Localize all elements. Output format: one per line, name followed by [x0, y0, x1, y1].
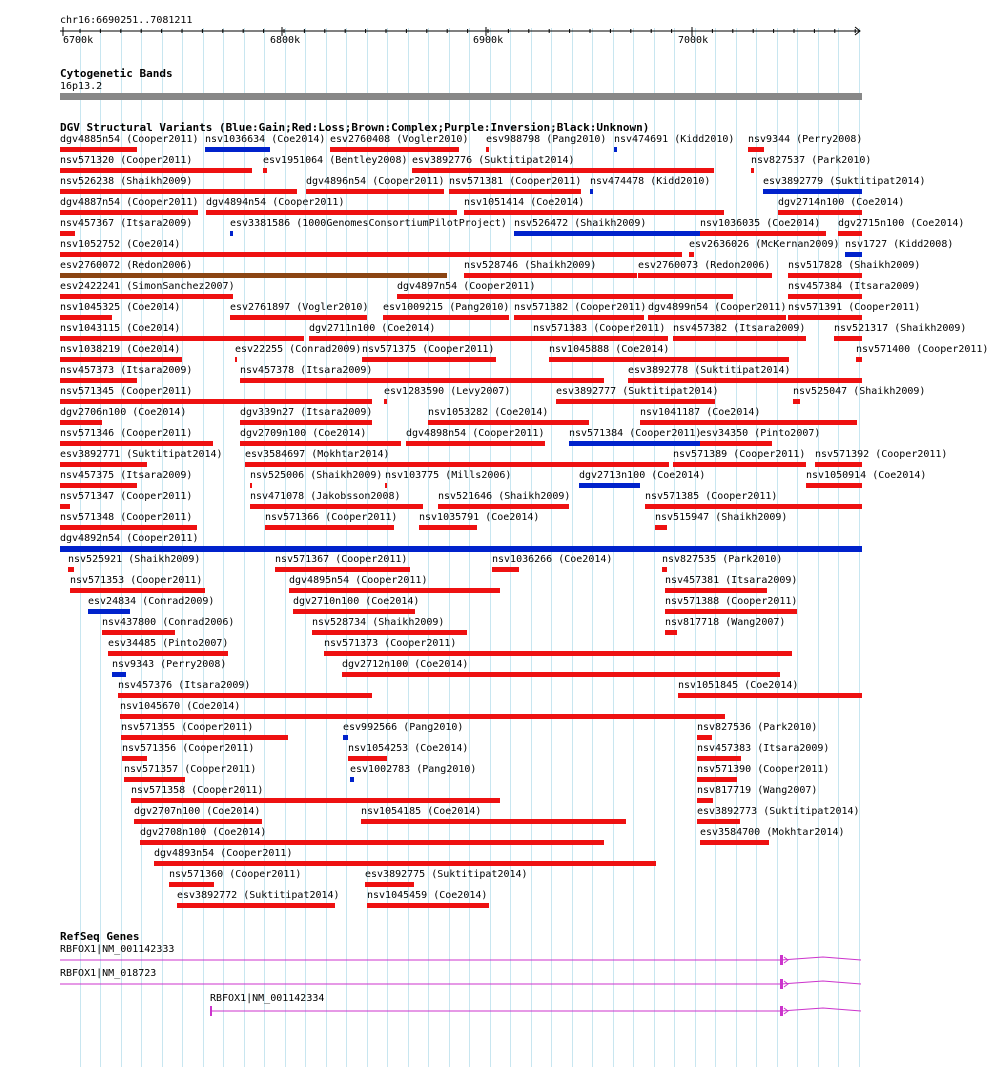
variant-label: nsv1052752 (Coe2014) — [60, 239, 181, 250]
variant-label: esv2422241 (SimonSanchez2007) — [60, 281, 235, 292]
variant-label: nsv571383 (Cooper2011) — [533, 323, 666, 334]
variant-label: esv2760408 (Vogler2010) — [330, 134, 469, 145]
variant-bar[interactable] — [665, 609, 797, 614]
variant-label: nsv1045888 (Coe2014) — [549, 344, 670, 355]
location-label: chr16:6690251..7081211 — [60, 15, 193, 26]
variant-bar[interactable] — [263, 168, 267, 173]
gene-model[interactable] — [58, 975, 864, 991]
variant-bar[interactable] — [206, 210, 457, 215]
variant-label: dgv2709n100 (Coe2014) — [240, 428, 367, 439]
variant-bar[interactable] — [406, 441, 545, 446]
variant-label: nsv1050914 (Coe2014) — [806, 470, 927, 481]
variant-bar[interactable] — [815, 462, 862, 467]
variant-label: esv2761897 (Vogler2010) — [230, 302, 369, 313]
variant-bar[interactable] — [751, 168, 754, 173]
variant-label: nsv525006 (Shaikh2009) — [250, 470, 383, 481]
variant-label: dgv2712n100 (Coe2014) — [342, 659, 469, 670]
variant-label: esv3584700 (Mokhtar2014) — [700, 827, 845, 838]
variant-label: esv24834 (Conrad2009) — [88, 596, 215, 607]
variant-bar[interactable] — [449, 189, 581, 194]
variant-label: esv3892771 (Suktitipat2014) — [60, 449, 223, 460]
dgv-track-title: DGV Structural Variants (Blue:Gain;Red:Loss;Brown:Complex;Purple:Inversion;Black:Unknown) — [60, 121, 650, 134]
variant-label: nsv1045325 (Coe2014) — [60, 302, 181, 313]
variant-label: esv3892772 (Suktitipat2014) — [177, 890, 340, 901]
variant-bar[interactable] — [492, 567, 519, 572]
variant-label: nsv525921 (Shaikh2009) — [68, 554, 201, 565]
variant-bar[interactable] — [60, 462, 147, 467]
gene-label: RBFOX1|NM_001142333 — [60, 944, 175, 955]
variant-label: esv3892778 (Suktitipat2014) — [628, 365, 791, 376]
variant-label: nsv528746 (Shaikh2009) — [464, 260, 597, 271]
variant-label: esv3584697 (Mokhtar2014) — [245, 449, 390, 460]
variant-bar[interactable] — [648, 315, 786, 320]
variant-label: nsv1054185 (Coe2014) — [361, 806, 482, 817]
variant-label: nsv474478 (Kidd2010) — [590, 176, 711, 187]
variant-bar[interactable] — [60, 231, 75, 236]
ruler-tick-label: 6800k — [270, 35, 301, 46]
variant-bar[interactable] — [614, 147, 617, 152]
variant-bar[interactable] — [324, 651, 792, 656]
variant-bar[interactable] — [367, 903, 489, 908]
variant-bar[interactable] — [778, 210, 862, 215]
variant-bar[interactable] — [689, 252, 694, 257]
variant-label: dgv4899n54 (Cooper2011) — [648, 302, 787, 313]
variant-label: nsv9344 (Perry2008) — [748, 134, 863, 145]
variant-label: dgv4885n54 (Cooper2011) — [60, 134, 199, 145]
variant-label: esv34485 (Pinto2007) — [108, 638, 229, 649]
variant-label: nsv517828 (Shaikh2009) — [788, 260, 921, 271]
variant-label: nsv571390 (Cooper2011) — [697, 764, 830, 775]
variant-bar[interactable] — [131, 798, 500, 803]
variant-label: dgv2708n100 (Coe2014) — [140, 827, 267, 838]
variant-bar[interactable] — [700, 231, 826, 236]
variant-label: dgv4893n54 (Cooper2011) — [154, 848, 293, 859]
variant-label: nsv571346 (Cooper2011) — [60, 428, 193, 439]
variant-bar[interactable] — [793, 399, 800, 404]
variant-label: nsv817719 (Wang2007) — [697, 785, 818, 796]
variant-label: esv2636026 (McKernan2009) — [689, 239, 840, 250]
variant-bar[interactable] — [628, 378, 862, 383]
variant-bar[interactable] — [250, 504, 423, 509]
variant-label: nsv571367 (Cooper2011) — [275, 554, 408, 565]
variant-label: nsv521646 (Shaikh2009) — [438, 491, 571, 502]
variant-label: nsv571373 (Cooper2011) — [324, 638, 457, 649]
variant-bar[interactable] — [533, 336, 668, 341]
variant-label: nsv827537 (Park2010) — [751, 155, 872, 166]
variant-bar[interactable] — [108, 651, 228, 656]
gene-model[interactable] — [208, 1002, 864, 1018]
variant-label: nsv571357 (Cooper2011) — [124, 764, 257, 775]
variant-label: nsv103775 (Mills2006) — [385, 470, 512, 481]
variant-label: esv3892776 (Suktitipat2014) — [412, 155, 575, 166]
variant-label: esv34350 (Pinto2007) — [700, 428, 821, 439]
variant-bar[interactable] — [240, 420, 372, 425]
variant-bar[interactable] — [590, 189, 593, 194]
variant-bar[interactable] — [464, 273, 637, 278]
variant-bar[interactable] — [640, 420, 857, 425]
variant-bar[interactable] — [60, 483, 137, 488]
variant-bar[interactable] — [697, 798, 713, 803]
variant-label: esv3892779 (Suktitipat2014) — [763, 176, 926, 187]
variant-bar[interactable] — [235, 357, 237, 362]
variant-label: nsv1041187 (Coe2014) — [640, 407, 761, 418]
variant-bar[interactable] — [265, 525, 394, 530]
cytoband-band[interactable] — [60, 93, 862, 100]
variant-bar[interactable] — [788, 315, 862, 320]
variant-label: nsv1045670 (Coe2014) — [120, 701, 241, 712]
variant-label: nsv571384 (Cooper2011) — [569, 428, 702, 439]
variant-label: nsv571388 (Cooper2011) — [665, 596, 798, 607]
variant-label: nsv571385 (Cooper2011) — [645, 491, 778, 502]
variant-label: dgv2713n100 (Coe2014) — [579, 470, 706, 481]
variant-label: nsv1051845 (Coe2014) — [678, 680, 799, 691]
variant-label: nsv1038219 (Coe2014) — [60, 344, 181, 355]
variant-label: nsv571347 (Cooper2011) — [60, 491, 193, 502]
variant-label: nsv571382 (Cooper2011) — [514, 302, 647, 313]
variant-bar[interactable] — [121, 735, 288, 740]
variant-label: nsv571389 (Cooper2011) — [673, 449, 806, 460]
variant-label: esv1951064 (Bentley2008) — [263, 155, 408, 166]
variant-bar[interactable] — [748, 147, 764, 152]
variant-label: esv3892777 (Suktitipat2014) — [556, 386, 719, 397]
variant-label: nsv1727 (Kidd2008) — [845, 239, 954, 250]
gene-label: RBFOX1|NM_001142334 — [210, 993, 325, 1004]
variant-bar[interactable] — [289, 588, 500, 593]
variant-bar[interactable] — [140, 840, 604, 845]
variant-bar[interactable] — [240, 378, 604, 383]
variant-bar[interactable] — [122, 756, 147, 761]
variant-bar[interactable] — [697, 756, 741, 761]
variant-bar[interactable] — [362, 357, 496, 362]
variant-bar[interactable] — [348, 756, 387, 761]
variant-bar[interactable] — [306, 189, 444, 194]
variant-bar[interactable] — [579, 483, 640, 488]
variant-bar[interactable] — [60, 357, 182, 362]
variant-bar[interactable] — [645, 504, 862, 509]
ruler-tick-label: 7000k — [678, 35, 709, 46]
variant-bar[interactable] — [665, 588, 767, 593]
variant-label: dgv2715n100 (Coe2014) — [838, 218, 965, 229]
variant-bar[interactable] — [697, 735, 712, 740]
variant-bar[interactable] — [68, 567, 74, 572]
variant-bar[interactable] — [70, 588, 205, 593]
variant-label: nsv571348 (Cooper2011) — [60, 512, 193, 523]
variant-label: dgv4894n54 (Cooper2011) — [206, 197, 345, 208]
variant-label: dgv2711n100 (Coe2014) — [309, 323, 436, 334]
variant-bar[interactable] — [343, 735, 348, 740]
variant-label: nsv1045459 (Coe2014) — [367, 890, 488, 901]
variant-label: nsv526472 (Shaikh2009) — [514, 218, 647, 229]
variant-label: nsv571353 (Cooper2011) — [70, 575, 203, 586]
variant-label: nsv457376 (Itsara2009) — [118, 680, 251, 691]
variant-label: nsv571392 (Cooper2011) — [815, 449, 948, 460]
variant-label: nsv1036634 (Coe2014) — [205, 134, 326, 145]
variant-label: nsv571360 (Cooper2011) — [169, 869, 302, 880]
variant-bar[interactable] — [486, 147, 489, 152]
variant-bar[interactable] — [169, 882, 214, 887]
variant-label: nsv571381 (Cooper2011) — [449, 176, 582, 187]
variant-label: dgv4898n54 (Cooper2011) — [406, 428, 545, 439]
variant-label: esv1283590 (Levy2007) — [384, 386, 511, 397]
variant-label: esv3892775 (Suktitipat2014) — [365, 869, 528, 880]
variant-label: nsv457375 (Itsara2009) — [60, 470, 193, 481]
variant-bar[interactable] — [60, 504, 70, 509]
variant-bar[interactable] — [845, 252, 862, 257]
variant-bar[interactable] — [60, 273, 447, 278]
variant-label: nsv571358 (Cooper2011) — [131, 785, 264, 796]
variant-bar[interactable] — [361, 819, 626, 824]
variant-bar[interactable] — [365, 882, 414, 887]
variant-label: esv1009215 (Pang2010) — [383, 302, 510, 313]
variant-bar[interactable] — [60, 525, 197, 530]
variant-bar[interactable] — [124, 777, 185, 782]
cytoband-track-title: Cytogenetic Bands — [60, 67, 173, 80]
variant-bar[interactable] — [60, 147, 137, 152]
variant-label: esv2760073 (Redon2006) — [638, 260, 771, 271]
variant-bar[interactable] — [514, 315, 644, 320]
variant-label: nsv521317 (Shaikh2009) — [834, 323, 967, 334]
variant-label: dgv4887n54 (Cooper2011) — [60, 197, 199, 208]
variant-bar[interactable] — [412, 168, 714, 173]
variant-label: nsv474691 (Kidd2010) — [614, 134, 735, 145]
variant-bar[interactable] — [788, 294, 862, 299]
variant-label: nsv515947 (Shaikh2009) — [655, 512, 788, 523]
variant-bar[interactable] — [397, 294, 733, 299]
variant-label: nsv457373 (Itsara2009) — [60, 365, 193, 376]
variant-label: nsv827535 (Park2010) — [662, 554, 783, 565]
variant-bar[interactable] — [350, 777, 354, 782]
variant-label: nsv1036266 (Coe2014) — [492, 554, 613, 565]
variant-bar[interactable] — [673, 462, 806, 467]
variant-label: dgv4892n54 (Cooper2011) — [60, 533, 199, 544]
variant-bar[interactable] — [112, 672, 126, 677]
variant-bar[interactable] — [60, 189, 297, 194]
variant-label: esv3892773 (Suktitipat2014) — [697, 806, 860, 817]
variant-bar[interactable] — [60, 399, 372, 404]
variant-label: nsv457382 (Itsara2009) — [673, 323, 806, 334]
variant-label: nsv528734 (Shaikh2009) — [312, 617, 445, 628]
variant-label: esv3381586 (1000GenomesConsortiumPilotProject) — [230, 218, 507, 229]
variant-bar[interactable] — [700, 840, 769, 845]
variant-bar[interactable] — [60, 294, 233, 299]
variant-bar[interactable] — [245, 462, 669, 467]
variant-label: nsv525047 (Shaikh2009) — [793, 386, 926, 397]
variant-bar[interactable] — [856, 357, 862, 362]
variant-label: nsv457381 (Itsara2009) — [665, 575, 798, 586]
variant-bar[interactable] — [312, 630, 467, 635]
variant-bar[interactable] — [154, 861, 656, 866]
variant-label: dgv339n27 (Itsara2009) — [240, 407, 373, 418]
variant-bar[interactable] — [60, 420, 102, 425]
variant-bar[interactable] — [662, 567, 667, 572]
variant-bar[interactable] — [464, 210, 724, 215]
variant-label: nsv571345 (Cooper2011) — [60, 386, 193, 397]
variant-label: nsv471078 (Jakobsson2008) — [250, 491, 401, 502]
variant-bar[interactable] — [240, 441, 401, 446]
variant-bar[interactable] — [60, 315, 112, 320]
variant-label: nsv457378 (Itsara2009) — [240, 365, 373, 376]
variant-label: nsv437800 (Conrad2006) — [102, 617, 235, 628]
variant-bar[interactable] — [806, 483, 862, 488]
variant-bar[interactable] — [556, 399, 715, 404]
variant-bar[interactable] — [342, 672, 780, 677]
gene-label: RBFOX1|NM_018723 — [60, 968, 157, 979]
variant-bar[interactable] — [60, 546, 862, 552]
variant-label: nsv827536 (Park2010) — [697, 722, 818, 733]
variant-bar[interactable] — [88, 609, 130, 614]
variant-bar[interactable] — [120, 714, 725, 719]
variant-bar[interactable] — [60, 336, 304, 341]
gene-model[interactable] — [58, 951, 864, 967]
variant-bar[interactable] — [330, 147, 459, 152]
variant-label: esv988798 (Pang2010) — [486, 134, 607, 145]
variant-bar[interactable] — [383, 315, 509, 320]
variant-bar[interactable] — [700, 441, 772, 446]
variant-bar[interactable] — [514, 231, 700, 236]
variant-bar[interactable] — [697, 777, 737, 782]
refseq-track-title: RefSeq Genes — [60, 930, 140, 943]
variant-bar[interactable] — [205, 147, 270, 152]
variant-label: nsv526238 (Shaikh2009) — [60, 176, 193, 187]
variant-bar[interactable] — [60, 210, 198, 215]
variant-label: nsv457367 (Itsara2009) — [60, 218, 193, 229]
variant-bar[interactable] — [697, 819, 740, 824]
variant-bar[interactable] — [250, 483, 252, 488]
variant-label: nsv1054253 (Coe2014) — [348, 743, 469, 754]
variant-bar[interactable] — [60, 378, 137, 383]
variant-label: dgv2714n100 (Coe2014) — [778, 197, 905, 208]
cytoband-name: 16p13.2 — [60, 81, 103, 92]
variant-bar[interactable] — [655, 525, 667, 530]
variant-label: nsv1035791 (Coe2014) — [419, 512, 540, 523]
ruler — [58, 26, 864, 38]
variant-bar[interactable] — [230, 315, 367, 320]
variant-label: nsv817718 (Wang2007) — [665, 617, 786, 628]
variant-bar[interactable] — [665, 630, 677, 635]
variant-label: dgv4896n54 (Cooper2011) — [306, 176, 445, 187]
variant-bar[interactable] — [673, 336, 806, 341]
ruler-tick-label: 6900k — [473, 35, 504, 46]
variant-label: esv992566 (Pang2010) — [343, 722, 464, 733]
variant-label: dgv4897n54 (Cooper2011) — [397, 281, 536, 292]
variant-label: dgv2710n100 (Coe2014) — [293, 596, 420, 607]
variant-bar[interactable] — [60, 441, 213, 446]
variant-bar[interactable] — [60, 252, 682, 257]
variant-label: nsv1036035 (Coe2014) — [700, 218, 821, 229]
variant-label: esv22255 (Conrad2009) — [235, 344, 362, 355]
variant-bar[interactable] — [638, 273, 772, 278]
variant-bar[interactable] — [428, 420, 589, 425]
variant-label: esv2760072 (Redon2006) — [60, 260, 193, 271]
variant-label: nsv571356 (Cooper2011) — [122, 743, 255, 754]
variant-bar[interactable] — [788, 273, 862, 278]
variant-label: nsv571375 (Cooper2011) — [362, 344, 495, 355]
variant-label: nsv571400 (Cooper2011) — [856, 344, 988, 355]
variant-label: nsv1043115 (Coe2014) — [60, 323, 181, 334]
variant-bar[interactable] — [230, 231, 233, 236]
variant-label: nsv1051414 (Coe2014) — [464, 197, 585, 208]
variant-bar[interactable] — [834, 336, 862, 341]
variant-bar[interactable] — [763, 189, 862, 194]
variant-label: nsv1053282 (Coe2014) — [428, 407, 549, 418]
variant-bar[interactable] — [134, 819, 262, 824]
variant-label: nsv571391 (Cooper2011) — [788, 302, 921, 313]
variant-label: nsv571355 (Cooper2011) — [121, 722, 254, 733]
variant-label: nsv457384 (Itsara2009) — [788, 281, 921, 292]
variant-bar[interactable] — [419, 525, 477, 530]
variant-label: dgv4895n54 (Cooper2011) — [289, 575, 428, 586]
variant-bar[interactable] — [569, 441, 700, 446]
variant-bar[interactable] — [275, 567, 410, 572]
variant-bar[interactable] — [549, 357, 789, 362]
variant-label: nsv457383 (Itsara2009) — [697, 743, 830, 754]
variant-label: dgv2707n100 (Coe2014) — [134, 806, 261, 817]
variant-bar[interactable] — [293, 609, 415, 614]
variant-label: nsv571320 (Cooper2011) — [60, 155, 193, 166]
variant-bar[interactable] — [118, 693, 372, 698]
variant-label: esv1002783 (Pang2010) — [350, 764, 477, 775]
variant-bar[interactable] — [438, 504, 569, 509]
variant-bar[interactable] — [385, 483, 387, 488]
ruler-tick-label: 6700k — [63, 35, 94, 46]
variant-bar[interactable] — [838, 231, 862, 236]
variant-bar[interactable] — [60, 168, 252, 173]
variant-label: dgv2706n100 (Coe2014) — [60, 407, 187, 418]
variant-bar[interactable] — [102, 630, 175, 635]
variant-label: nsv571366 (Cooper2011) — [265, 512, 398, 523]
variant-bar[interactable] — [177, 903, 335, 908]
variant-label: nsv9343 (Perry2008) — [112, 659, 227, 670]
variant-bar[interactable] — [678, 693, 862, 698]
variant-bar[interactable] — [384, 399, 387, 404]
